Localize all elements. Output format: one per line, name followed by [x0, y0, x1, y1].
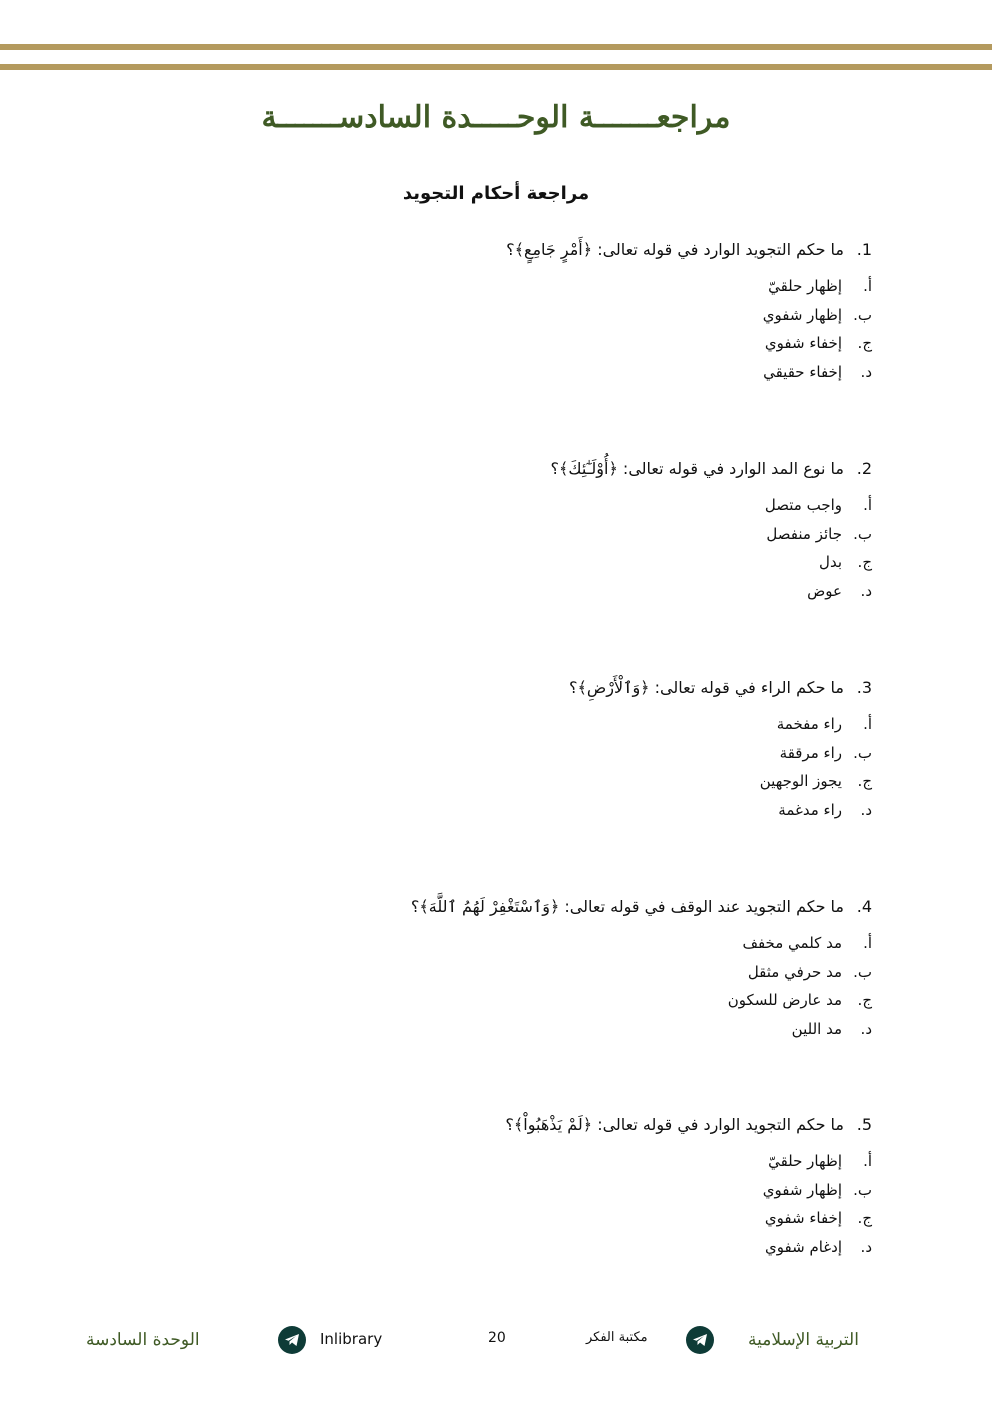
option-c[interactable] — [112, 1204, 872, 1233]
option-letter: ج. — [857, 991, 872, 1009]
question-text — [112, 1113, 872, 1137]
option-text: مد كلمي مخفف — [742, 934, 842, 952]
option-text: إظهار شفوي — [762, 1180, 842, 1199]
option-a[interactable] — [112, 710, 872, 739]
option-c[interactable] — [112, 329, 872, 358]
option-letter: د. — [860, 1019, 872, 1038]
option-letter: أ. — [863, 496, 872, 514]
option-text: إخفاء حقيقي — [763, 362, 842, 381]
option-b[interactable] — [112, 520, 872, 549]
question-prompt: ما حكم التجويد الوارد في قوله تعالى: ﴿لَمْ يَذْهَبُواْ﴾؟ — [505, 1115, 844, 1134]
option-text: يجوز الوجهين — [759, 772, 842, 790]
option-text: راء مرققة — [779, 743, 842, 762]
question-text — [112, 895, 872, 919]
option-b[interactable] — [112, 958, 872, 987]
question-5 — [112, 1113, 872, 1261]
options-list — [112, 929, 872, 1043]
option-letter: د. — [860, 581, 872, 600]
options-list — [112, 1147, 872, 1261]
option-letter: ب. — [853, 524, 872, 543]
option-d[interactable] — [112, 577, 872, 606]
question-3 — [112, 676, 872, 824]
option-d[interactable] — [112, 1015, 872, 1044]
option-letter: ج. — [857, 334, 872, 352]
footer-unit-label: الوحدة السادسة — [86, 1330, 200, 1350]
options-list — [112, 710, 872, 824]
option-letter: ج. — [857, 1209, 872, 1227]
question-prompt: ما نوع المد الوارد في قوله تعالى: ﴿أُوْلَـٰٓئِكَ﴾؟ — [550, 459, 844, 478]
option-letter: ج. — [857, 772, 872, 790]
option-c[interactable] — [112, 548, 872, 577]
option-letter: د. — [860, 1237, 872, 1256]
option-b[interactable] — [112, 301, 872, 330]
option-text: جائز منفصل — [766, 524, 842, 543]
question-number: 4. — [856, 897, 872, 916]
question-prompt: ما حكم التجويد عند الوقف في قوله تعالى: ﴿وَٱسْتَغْفِرْ لَهُمُ ٱللَّهَ﴾؟ — [410, 897, 844, 916]
option-b[interactable] — [112, 1176, 872, 1205]
option-letter: ب. — [853, 743, 872, 762]
option-b[interactable] — [112, 739, 872, 768]
options-list — [112, 272, 872, 386]
option-letter: د. — [860, 800, 872, 819]
question-prompt: ما حكم التجويد الوارد في قوله تعالى: ﴿أَمْرٍ جَامِعٍ﴾؟ — [506, 240, 844, 259]
question-number: 5. — [856, 1115, 872, 1134]
option-text: إدغام شفوي — [765, 1237, 842, 1256]
option-text: عوض — [807, 581, 842, 600]
options-list — [112, 491, 872, 605]
header-rule-top — [0, 44, 992, 50]
footer-subject-label: التربية الإسلامية — [748, 1330, 859, 1350]
option-letter: ب. — [853, 305, 872, 324]
option-d[interactable] — [112, 796, 872, 825]
page-number: 20 — [488, 1330, 506, 1346]
section-subtitle: مراجعة أحكام التجويد — [402, 183, 590, 204]
footer-library-logo: مكتبة الفكر — [586, 1330, 648, 1345]
question-text — [112, 238, 872, 262]
question-4 — [112, 895, 872, 1043]
option-c[interactable] — [112, 986, 872, 1015]
option-text: راء مدغمة — [778, 800, 842, 819]
page-title: مراجعـــــــة الوحـــــدة السادســـــــة — [261, 100, 731, 135]
telegram-icon[interactable] — [278, 1326, 306, 1354]
option-d[interactable] — [112, 358, 872, 387]
option-text: مد اللين — [791, 1019, 842, 1038]
option-text: راء مفخمة — [776, 715, 842, 733]
option-a[interactable] — [112, 1147, 872, 1176]
question-text — [112, 457, 872, 481]
question-number: 3. — [856, 678, 872, 697]
option-text: إظهار شفوي — [762, 305, 842, 324]
question-text — [112, 676, 872, 700]
question-1 — [112, 238, 872, 386]
option-letter: أ. — [863, 715, 872, 733]
footer-channel-link[interactable]: Inlibrary — [320, 1330, 383, 1348]
telegram-icon[interactable] — [686, 1326, 714, 1354]
option-letter: ج. — [857, 553, 872, 571]
option-d[interactable] — [112, 1233, 872, 1262]
question-prompt: ما حكم الراء في قوله تعالى: ﴿وَٱلْأَرْضِ﴾؟ — [569, 678, 844, 697]
option-text: واجب متصل — [764, 496, 842, 514]
option-text: إظهار حلقيّ — [768, 1152, 842, 1170]
option-text: مد حرفي مثقل — [747, 962, 842, 981]
page-footer — [0, 1322, 992, 1362]
option-text: مد عارض للسكون — [727, 991, 842, 1009]
option-a[interactable] — [112, 491, 872, 520]
option-text: إخفاء شفوي — [764, 334, 842, 352]
option-a[interactable] — [112, 272, 872, 301]
option-letter: أ. — [863, 277, 872, 295]
question-number: 1. — [856, 240, 872, 259]
option-letter: أ. — [863, 1152, 872, 1170]
option-a[interactable] — [112, 929, 872, 958]
option-text: إخفاء شفوي — [764, 1209, 842, 1227]
question-2 — [112, 457, 872, 605]
question-number: 2. — [856, 459, 872, 478]
option-letter: أ. — [863, 934, 872, 952]
option-letter: ب. — [853, 962, 872, 981]
option-c[interactable] — [112, 767, 872, 796]
header-rule-bottom — [0, 64, 992, 70]
option-letter: ب. — [853, 1180, 872, 1199]
option-text: بدل — [819, 553, 842, 571]
option-text: إظهار حلقيّ — [768, 277, 842, 295]
option-letter: د. — [860, 362, 872, 381]
